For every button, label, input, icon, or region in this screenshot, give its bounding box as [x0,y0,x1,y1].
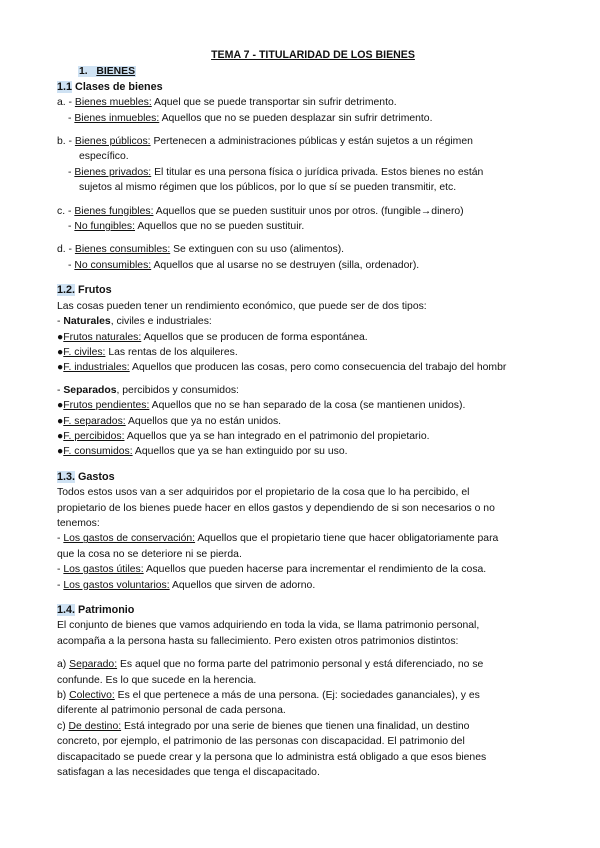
term-bienes-publicos: Bienes públicos: [74,136,151,148]
term-frutos-consumidos: F. consumidos: [63,446,133,458]
definition-text: Es aquel que no forma parte del patrimonio personal y está diferenciado, no se [117,659,484,671]
gastos-intro-line: tenemos: [57,517,100,529]
definition-text: , percibidos y consumidos: [116,384,239,396]
bullet-frutos-percibidos [57,429,547,444]
list-prefix: d. - [57,244,75,256]
term-no-consumibles: No consumibles: [74,259,152,271]
definition-text: Aquel que se puede transportar sin sufrir detrimento. [151,97,397,109]
bullet-frutos-pendientes [57,398,547,413]
heading-patrimonio [57,603,547,618]
term-frutos-pendientes: Frutos pendientes: [63,400,150,412]
term-gastos-conservacion: Los gastos de conservación: [63,533,196,545]
definition-text: Aquellos que al usarse no se destruyen (silla, ordenador). [151,259,420,271]
list-prefix: - [68,259,75,271]
term-frutos-naturales: Frutos naturales: [63,331,142,343]
heading-text: Frutos [75,284,112,297]
term-separados: Separados [63,384,117,396]
section-number: 1. [79,66,88,78]
line-continuation: discapacitado se puede crear y la persona que lo administra está obligado a que esos bienes [57,751,487,763]
definition-text: Aquellos que no se han separado de la cosa (se mantienen unidos). [149,400,466,412]
heading-text: Patrimonio [75,604,135,616]
line-continuation: específico. [79,151,129,163]
heading-number: 1.3. [57,470,76,483]
list-prefix: - [68,166,75,178]
line-continuation: sujetos al mismo régimen que los públicos, por lo que sí se pueden transmitir, etc. [79,182,457,194]
bullet-frutos-separados [57,414,547,429]
document-page [57,48,547,780]
definition-text: Las rentas de los alquileres. [105,346,238,358]
term-bienes-fungibles: Bienes fungibles: [74,205,154,217]
term-gastos-voluntarios: Los gastos voluntarios: [63,579,170,591]
heading-clases-de-bienes [57,80,547,95]
term-bienes-muebles: Bienes muebles: [74,97,152,109]
line-bienes-fungibles [57,204,547,219]
frutos-intro: Las cosas pueden tener un rendimiento económico, que puede ser de dos tipos: [57,300,427,312]
heading-number: 1.1 [57,80,73,93]
heading-text: Gastos [75,470,115,483]
line-bienes-privados [57,165,547,180]
line-bienes-publicos [57,134,547,149]
line-no-fungibles [57,219,547,234]
term-colectivo: Colectivo: [69,690,115,702]
section-label: BIENES [96,66,136,78]
definition-text: Aquellos que producen las cosas, pero como consecuencia del trabajo del hombr [129,362,507,374]
term-frutos-civiles: F. civiles: [63,346,106,358]
bullet-icon: ● [57,415,64,427]
bullet-icon: ● [57,446,64,458]
line-continuation: que la cosa no se deteriore ni se pierda. [57,548,242,560]
list-prefix: b) [57,690,70,702]
line-naturales [57,314,547,329]
list-prefix: a. - [57,97,75,109]
term-bienes-inmuebles: Bienes inmuebles: [74,112,160,124]
line-continuation: concreto, por ejemplo, el patrimonio de las personas con discapacidad. El patrimonio del [57,736,465,748]
bullet-frutos-industriales [57,360,547,375]
bullet-icon: ● [57,430,64,442]
line-no-consumibles [57,258,547,273]
bullet-icon: ● [57,362,64,374]
term-bienes-consumibles: Bienes consumibles: [74,244,171,256]
list-prefix: - [57,384,64,396]
definition-text: Pertenecen a administraciones públicas y están sujetos a un régimen [150,136,473,148]
bullet-icon: ● [57,400,64,412]
definition-text: Aquellos que ya se han extinguido por su uso. [132,446,348,458]
line-bienes-muebles [57,95,547,110]
definition-text: El titular es una persona física o jurídica privada. Estos bienes no están [151,166,484,178]
line-continuation: diferente al patrimonio personal de cada persona. [57,705,286,717]
term-frutos-percibidos: F. percibidos: [63,430,125,442]
line-continuation: confunde. Es lo que sucede en la herencia. [57,674,257,686]
term-no-fungibles: No fungibles: [74,221,136,233]
list-prefix: - [68,112,75,124]
heading-number: 1.4. [57,604,76,616]
bullet-icon: ● [57,346,64,358]
gastos-intro-line: Todos estos usos van a ser adquiridos por el propietario de la cosa que lo ha percibido, el [57,487,470,499]
term-gastos-utiles: Los gastos útiles: [63,564,144,576]
heading-text: Clases de bienes [72,80,163,93]
list-prefix: b. - [57,136,75,148]
line-gastos-conservacion [57,531,547,546]
heading-number: 1.2. [57,284,76,297]
bullet-frutos-consumidos [57,444,547,459]
section-heading-bienes [78,64,547,79]
document-title: TEMA 7 - TITULARIDAD DE LOS BIENES [211,49,415,61]
line-gastos-utiles [57,562,547,577]
bullet-frutos-civiles [57,345,547,360]
definition-text: , civiles e industriales: [110,316,212,328]
term-bienes-privados: Bienes privados: [74,166,152,178]
definition-text: Aquellos que ya se han integrado en el patrimonio del propietario. [124,430,430,442]
definition-text: Está integrado por una serie de bienes que tienen una finalidad, un destino [121,720,470,732]
line-gastos-voluntarios [57,578,547,593]
line-patrimonio-destino [57,719,547,734]
list-prefix: - [68,221,75,233]
line-separados [57,383,547,398]
definition-text: Aquellos que no se pueden sustituir. [135,221,305,233]
definition-text: Se extinguen con su uso (alimentos). [170,244,345,256]
list-prefix: - [57,564,64,576]
definition-text: Aquellos que ya no están unidos. [125,415,282,427]
definition-text: Aquellos que sirven de adorno. [169,579,316,591]
term-frutos-separados: F. separados: [63,415,126,427]
bullet-frutos-naturales [57,330,547,345]
list-prefix: a) [57,659,70,671]
list-prefix: c. - [57,205,75,217]
term-separado: Separado: [69,659,118,671]
list-prefix: - [57,533,64,545]
term-naturales: Naturales [63,316,111,328]
bullet-icon: ● [57,331,64,343]
term-frutos-industriales: F. industriales: [63,362,130,374]
patrimonio-intro-line: El conjunto de bienes que vamos adquiriendo en toda la vida, se llama patrimonio personal, [57,620,480,632]
definition-text: Aquellos que pueden hacerse para incrementar el rendimiento de la cosa. [143,564,487,576]
list-prefix: c) [57,720,69,732]
heading-gastos [57,470,547,485]
patrimonio-intro-line: acompaña a la persona hasta su fallecimiento. Pero existen otros patrimonios distintos: [57,635,459,647]
line-bienes-inmuebles [57,111,547,126]
definition-text: Es el que pertenece a más de una persona. (Ej: sociedades gananciales), y es [114,690,480,702]
term-de-destino: De destino: [68,720,122,732]
definition-text: Aquellos que se pueden sustituir unos por otros. (fungible→dinero) [153,205,464,217]
definition-text: Aquellos que se producen de forma espontánea. [141,331,368,343]
line-patrimonio-separado [57,657,547,672]
list-prefix: - [57,316,64,328]
line-bienes-consumibles [57,242,547,257]
gastos-intro-line: propietario de los bienes puede hacer en ellos gastos y dependiendo de si son necesarios o no [57,502,495,514]
line-continuation: satisfagan a las necesidades que tenga el discapacitado. [57,767,320,779]
line-patrimonio-colectivo [57,688,547,703]
list-prefix: - [57,579,64,591]
definition-text: Aquellos que el propietario tiene que hacer obligatoriamente para [195,533,499,545]
definition-text: Aquellos que no se pueden desplazar sin sufrir detrimento. [159,112,433,124]
heading-frutos [57,283,547,298]
